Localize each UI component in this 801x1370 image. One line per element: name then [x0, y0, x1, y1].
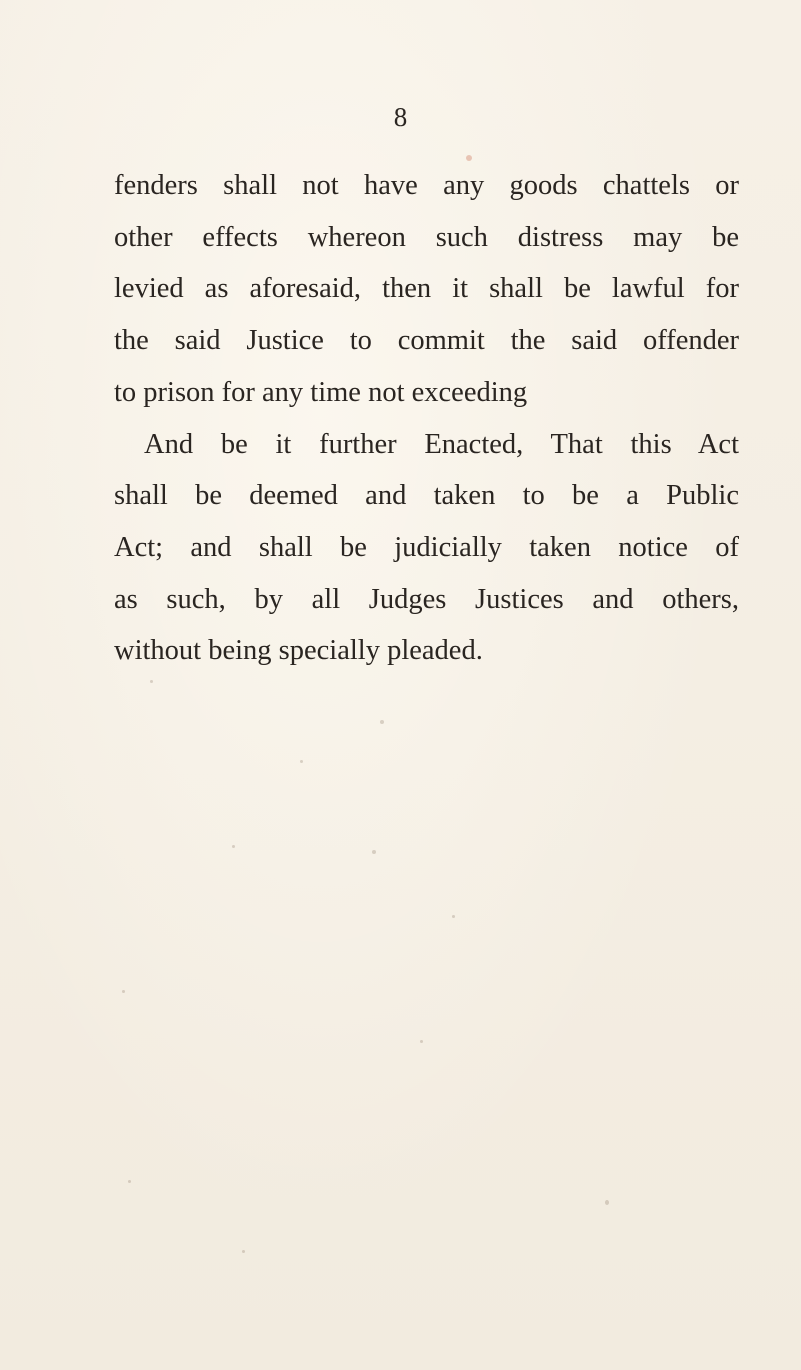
paper-speck — [466, 155, 472, 161]
text-line: shall be deemed and taken to be a Public — [114, 480, 739, 512]
paper-speck — [150, 680, 153, 683]
paper-speck — [122, 990, 125, 993]
paper-speck — [605, 1200, 609, 1205]
paper-speck — [380, 720, 384, 724]
paper-speck — [420, 1040, 423, 1043]
paper-speck — [232, 845, 235, 848]
text-line: the said Justice to commit the said offender — [114, 325, 739, 357]
text-line: And be it further Enacted, That this Act — [144, 428, 739, 460]
body-text — [114, 160, 739, 677]
text-line: as such, by all Judges Justices and others, — [114, 583, 739, 615]
text-line: Act; and shall be judicially taken notice of — [114, 531, 739, 563]
text-line: without being specially pleaded. — [114, 635, 483, 667]
text-line: fenders shall not have any goods chattels or — [114, 170, 739, 201]
text-line: other effects whereon such distress may be — [114, 221, 739, 253]
page-number: 8 — [393, 102, 408, 132]
text-line: levied as aforesaid, then it shall be lawful for — [114, 273, 739, 305]
paper-speck — [372, 850, 376, 854]
paper-speck — [300, 760, 303, 763]
paper-speck — [242, 1250, 245, 1253]
paper-speck — [452, 915, 455, 918]
paper-speck — [128, 1180, 131, 1183]
text-line: to prison for any time not exceeding — [114, 376, 528, 408]
